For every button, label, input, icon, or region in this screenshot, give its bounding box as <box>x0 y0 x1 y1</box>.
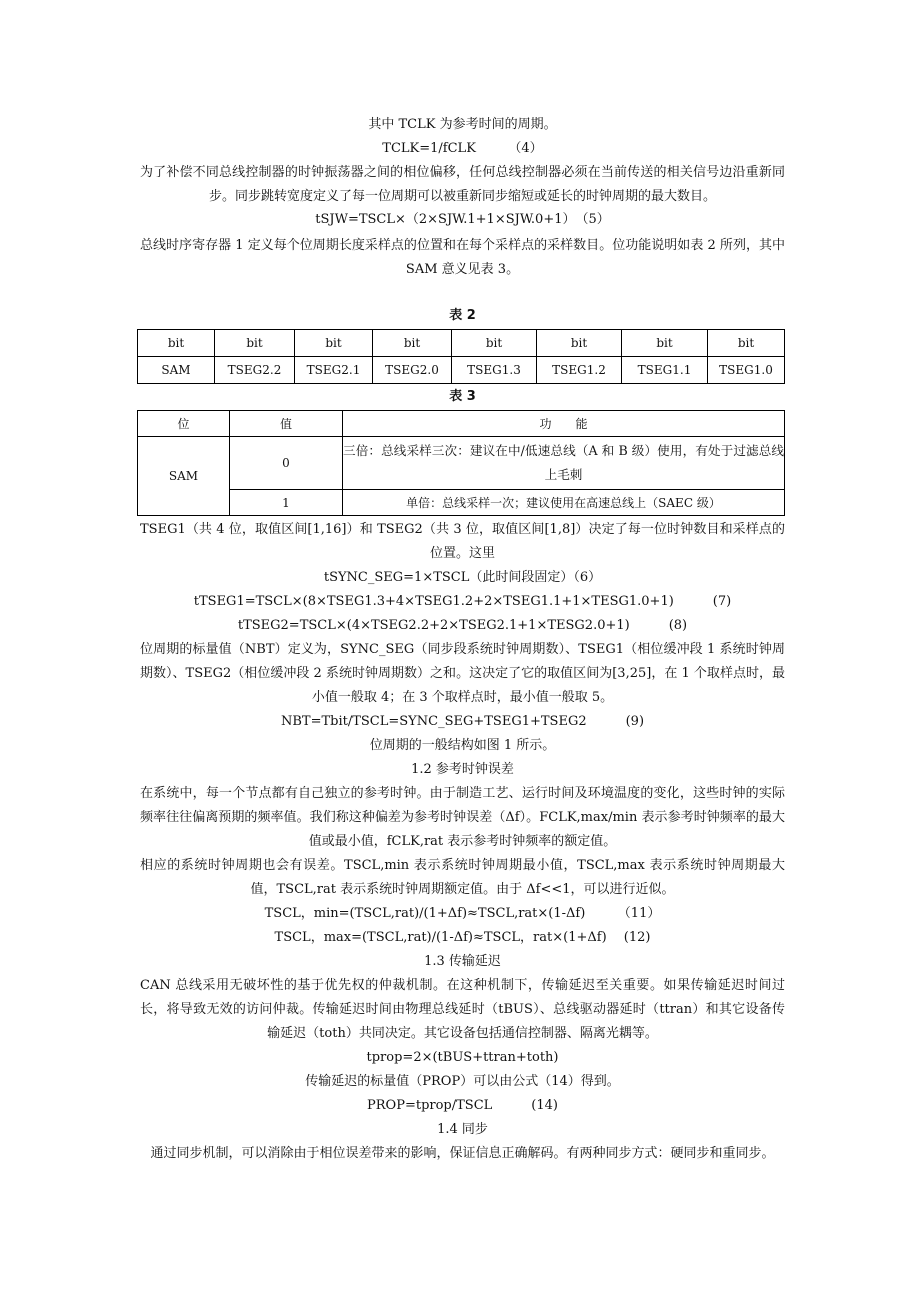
table-row <box>138 437 785 490</box>
paragraph: 通过同步机制，可以消除由于相位误差带来的影响，保证信息正确解码。有两种同步方式：硬同步和重同步。 <box>150 1146 775 1161</box>
table-row <box>138 357 785 384</box>
formula-12: TSCL，max=(TSCL,rat)/(1-Δf)≈TSCL，rat×(1+Δf) (12) <box>274 930 651 945</box>
formula-4: TCLK=1/fCLK （4） <box>382 141 543 156</box>
formula-13: tprop=2×(tBUS+ttran+toth) <box>366 1050 559 1065</box>
table-cell: TSEG1.0 <box>708 357 785 384</box>
table-cell: SAM <box>138 357 215 384</box>
table-cell: bit <box>452 330 537 357</box>
table-cell: 三倍：总线采样三次：建议在中/低速总线（A 和 B 级）使用，有处于过滤总线上毛刺 <box>343 437 785 490</box>
text-line: 其中 TCLK 为参考时间的周期。 <box>368 117 557 132</box>
table-cell: TSEG1.1 <box>622 357 708 384</box>
table-cell: TSEG1.3 <box>452 357 537 384</box>
table-cell: bit <box>138 330 215 357</box>
table-row <box>138 490 785 516</box>
paragraph: 总线时序寄存器 1 定义每个位周期长度采样点的位置和在每个采样点的采样数目。位功能说明如表 2 所列，其中 SAM 意义见表 3。 <box>140 238 785 277</box>
table2-title-wrap <box>140 304 785 328</box>
formula-9: NBT=Tbit/TSCL=SYNC_SEG+TSEG1+TSEG2 (9) <box>280 714 645 729</box>
intro-section <box>140 113 785 282</box>
table-cell: bit <box>373 330 452 357</box>
formula-7: tTSEG1=TSCL×(8×TSEG1.3+4×TSEG1.2+2×TSEG1.1+1×TESG1.0+1) (7) <box>193 594 732 609</box>
table3-title: 表 3 <box>449 389 476 404</box>
formula-8: tTSEG2=TSCL×(4×TSEG2.2+2×TSEG2.1+1×TESG2.0+1) (8) <box>237 618 688 633</box>
paragraph: 位周期的标量值（NBT）定义为，SYNC_SEG（同步段系统时钟周期数）、TSEG1（相位缓冲段 1 系统时钟周期数）、TSEG2（相位缓冲段 2 系统时钟周期数）之和。这决定了它的取值区间为[3,25]，在 1 个取样点时，最小值一般取 4；在 3 个取样点时，最小值一般取 5。 <box>140 642 785 705</box>
main-section <box>140 518 785 1166</box>
table-cell: bit <box>537 330 622 357</box>
paragraph: 相应的系统时钟周期也会有误差。TSCL,min 表示系统时钟周期最小值，TSCL,max 表示系统时钟周期最大值，TSCL,rat 表示系统时钟周期额定值。由于 Δf<<1，可以进行近似。 <box>140 858 785 897</box>
table-header-cell: 功 能 <box>343 411 785 437</box>
table-cell: 1 <box>230 490 343 516</box>
table-3 <box>137 410 785 516</box>
paragraph: 在系统中，每一个节点都有自己独立的参考时钟。由于制造工艺、运行时间及环境温度的变化，这些时钟的实际频率往往偏离预期的频率值。我们称这种偏差为参考时钟误差（Δf）。FCLK,max/min 表示参考时钟频率的最大值或最小值，fCLK,rat 表示参考时钟频率的额定值。 <box>140 786 785 849</box>
table-cell: TSEG2.1 <box>295 357 373 384</box>
table-cell: bit <box>215 330 295 357</box>
table-header-cell: 值 <box>230 411 343 437</box>
table-cell: 0 <box>230 437 343 490</box>
table-2 <box>137 329 785 384</box>
formula-14: PROP=tprop/TSCL (14) <box>367 1098 558 1113</box>
text-line: 位周期的一般结构如图 1 所示。 <box>369 738 556 753</box>
table-row <box>138 330 785 357</box>
paragraph: CAN 总线采用无破坏性的基于优先权的仲裁机制。在这种机制下，传输延迟至关重要。如果传输延迟时间过长，将导致无效的访问仲裁。传输延迟时间由物理总线延时（tBUS）、总线驱动器延时（ttran）和其它设备传输延迟（toth）共同决定。其它设备包括通信控制器、隔离光耦等。 <box>140 978 785 1041</box>
formula-5: tSJW=TSCL×（2×SJW.1+1×SJW.0+1） （5） <box>315 212 610 227</box>
text-line: 传输延迟的标量值（PROP）可以由公式（14）得到。 <box>305 1074 620 1089</box>
table-cell: SAM <box>138 437 230 516</box>
section-heading: 1.3 传输延迟 <box>424 954 501 969</box>
table-cell: bit <box>622 330 708 357</box>
table-cell: TSEG2.2 <box>215 357 295 384</box>
section-heading: 1.2 参考时钟误差 <box>411 762 514 777</box>
table-header-cell: 位 <box>138 411 230 437</box>
table-cell: 单倍：总线采样一次；建议使用在高速总线上（SAEC 级） <box>343 490 785 516</box>
table-cell: TSEG1.2 <box>537 357 622 384</box>
section-heading: 1.4 同步 <box>437 1122 488 1137</box>
paragraph: 为了补偿不同总线控制器的时钟振荡器之间的相位偏移，任何总线控制器必须在当前传送的相关信号边沿重新同步。同步跳转宽度定义了每一位周期可以被重新同步缩短或延长的时钟周期的最大数目。 <box>140 165 785 204</box>
table-row <box>138 411 785 437</box>
formula-11: TSCL，min=(TSCL,rat)/(1+Δf)≈TSCL,rat×(1-Δf) （11） <box>264 906 661 921</box>
formula-6: tSYNC_SEG=1×TSCL（此时间段固定）（6） <box>323 570 602 585</box>
paragraph: TSEG1（共 4 位，取值区间[1,16]）和 TSEG2（共 3 位，取值区间[1,8]）决定了每一位时钟数目和采样点的位置。这里 <box>140 522 785 561</box>
table3-title-wrap <box>140 385 785 409</box>
table-cell: TSEG2.0 <box>373 357 452 384</box>
table-cell: bit <box>295 330 373 357</box>
table2-title: 表 2 <box>449 308 476 323</box>
table-cell: bit <box>708 330 785 357</box>
